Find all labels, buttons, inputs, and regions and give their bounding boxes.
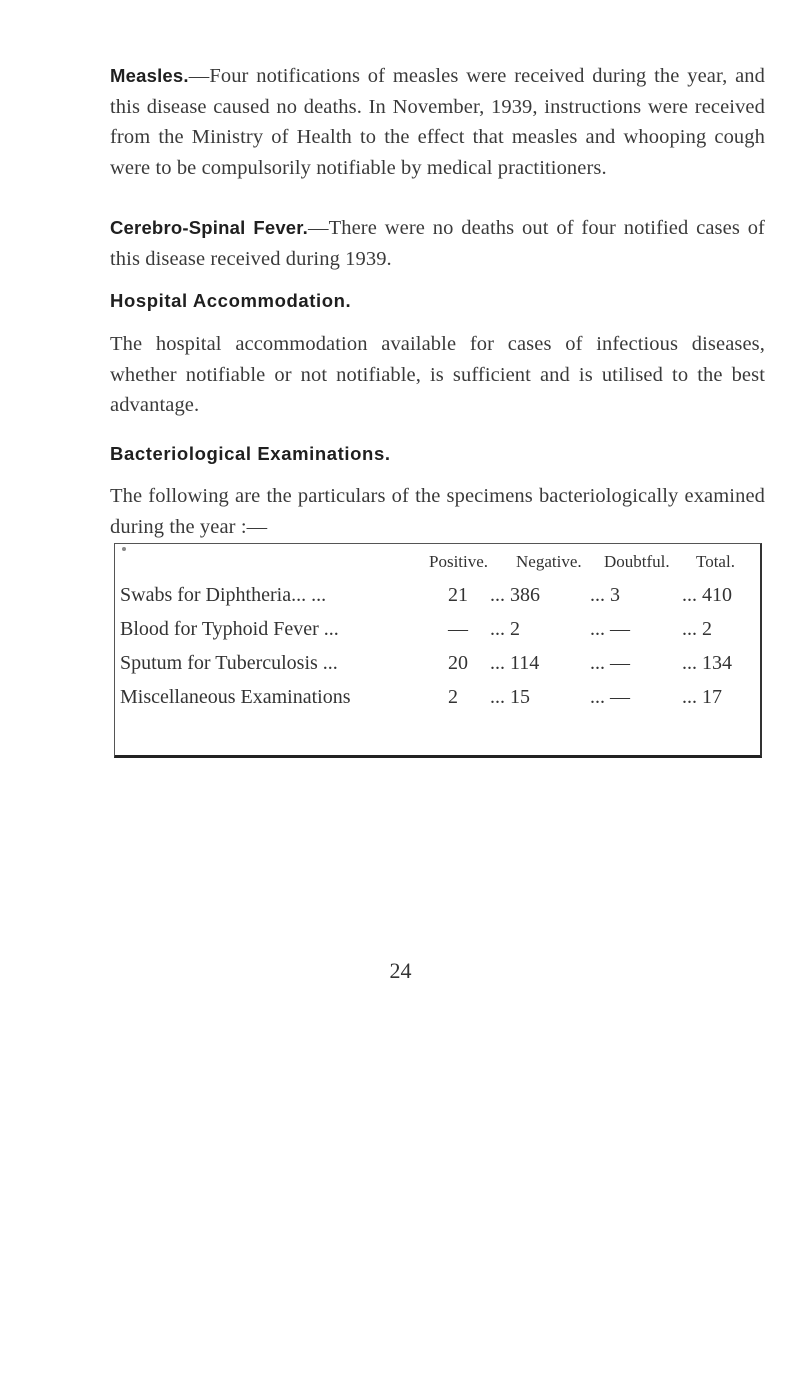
cell-positive: —	[448, 618, 468, 640]
table-row	[120, 682, 760, 712]
bacteriological-heading: Bacteriological Examinations.	[110, 443, 391, 464]
table-row	[120, 580, 760, 610]
cerebro-lead: Cerebro-Spinal Fever.	[110, 217, 309, 238]
measles-text: —Four notifications of measles were received during the year, and this disease caused no deaths. In November, 1939, instructions were received from the Ministry of Health to the effect that measles and whooping cough were to be compulsorily notifiable by medical practitioners.	[110, 65, 765, 179]
table-row	[120, 648, 760, 678]
print-speck	[122, 547, 126, 551]
cerebro-paragraph	[110, 213, 765, 274]
cell-positive: 21	[448, 584, 468, 606]
header-positive: Positive.	[429, 552, 489, 571]
page-number: 24	[389, 958, 412, 983]
cell-total: ... 2	[682, 618, 712, 640]
cell-negative: ... 386	[490, 584, 540, 606]
cell-negative: ... 114	[490, 652, 540, 674]
header-total: Total.	[696, 552, 735, 571]
cell-positive: 20	[448, 652, 468, 674]
header-negative: Negative.	[516, 552, 582, 571]
cell-negative: ... 2	[490, 618, 520, 640]
hospital-paragraph: The hospital accommodation available for cases of infectious diseases, whether notifiable or not notifiable, is sufficient and is utilised to the best advantage.	[110, 333, 765, 416]
hospital-heading: Hospital Accommodation.	[110, 290, 352, 311]
cell-doubtful: ... —	[590, 652, 630, 674]
measles-paragraph	[110, 61, 765, 183]
cell-doubtful: ... 3	[590, 584, 620, 606]
row-label: Swabs for Diphtheria... ...	[120, 584, 327, 606]
cell-total: ... 134	[682, 652, 732, 674]
row-label: Blood for Typhoid Fever ...	[120, 618, 339, 640]
bacteriological-paragraph: The following are the particulars of the specimens bacteriologically examined during the year :—	[110, 485, 765, 538]
cerebro-text: —There were no deaths out of four notified cases of this disease received during 1939.	[110, 217, 765, 270]
cell-negative: ... 15	[490, 686, 530, 708]
cell-doubtful: ... —	[590, 618, 630, 640]
cell-total: ... 17	[682, 686, 722, 708]
header-doubtful: Doubtful.	[604, 552, 670, 571]
measles-lead: Measles.	[110, 65, 189, 86]
table-row	[120, 614, 760, 644]
cell-positive: 2	[448, 686, 458, 708]
row-label: Sputum for Tuberculosis ...	[120, 652, 338, 674]
cell-total: ... 410	[682, 584, 732, 606]
cell-doubtful: ... —	[590, 686, 630, 708]
row-label: Miscellaneous Examinations	[120, 686, 351, 708]
